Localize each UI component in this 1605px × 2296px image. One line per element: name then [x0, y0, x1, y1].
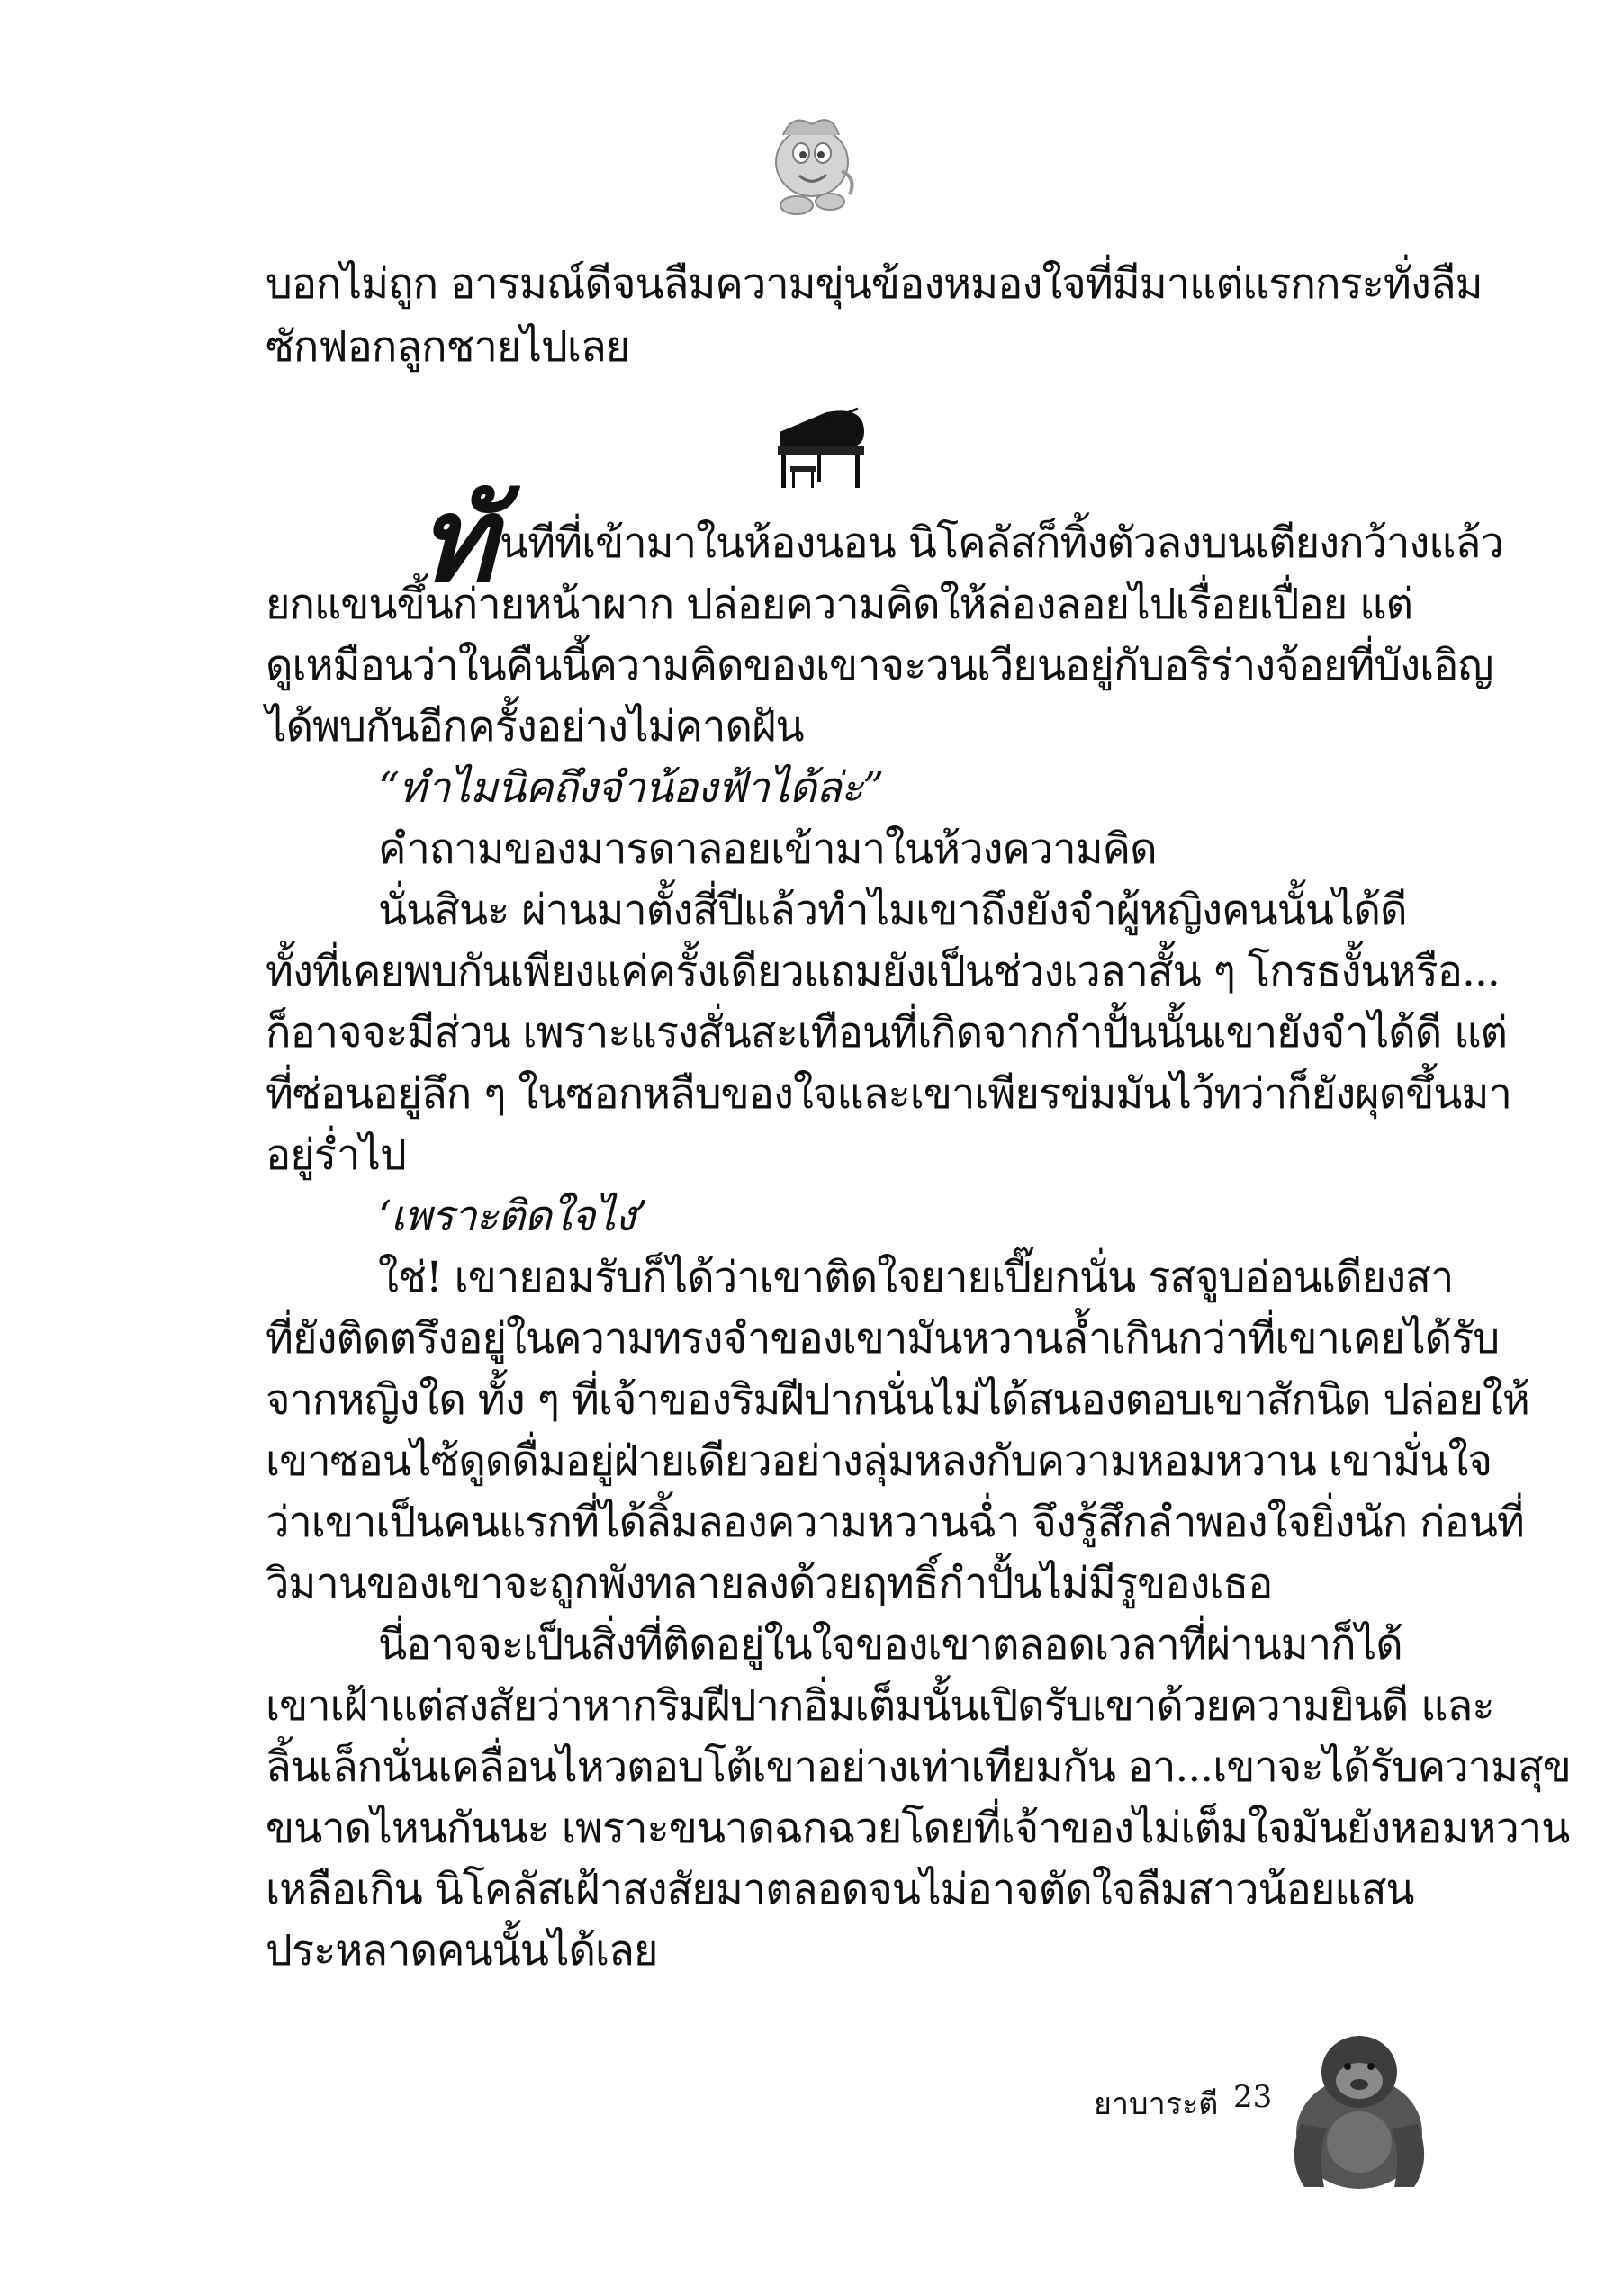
paragraph-line: ที่ซ่อนอยู่ลึก ๆ ในซอกหลืบของใจและเขาเพียรข่มมันไว้ทว่าก็ยังผุดขึ้นมา [266, 1069, 1511, 1119]
paragraph-line: ขนาดไหนกันนะ เพราะขนาดฉกฉวยโดยที่เจ้าของไม่เต็มใจมันยังหอมหวาน [266, 1804, 1570, 1853]
gorilla-icon [1274, 2016, 1445, 2196]
paragraph-line: บอกไม่ถูก อารมณ์ดีจนลืมความขุ่นข้องหมองใจที่มีมาแต่แรกกระทั่งลืม [266, 259, 1483, 309]
paragraph-line: ดูเหมือนว่าในคืนนี้ความคิดของเขาจะวนเวียนอยู่กับอริร่างจ้อยที่บังเอิญ [266, 641, 1493, 690]
paragraph-line: จากหญิงใด ทั้ง ๆ ที่เจ้าของริมฝีปากนั่นไม่ได้สนองตอบเขาสักนิด ปล่อยให้ [266, 1375, 1529, 1425]
paragraph-line: นั่นสินะ ผ่านมาตั้งสี่ปีแล้วทำไมเขาถึงยังจำผู้หญิงคนนั้นได้ดี [378, 886, 1407, 935]
paragraph-line: ได้พบกันอีกครั้งอย่างไม่คาดฝัน [266, 702, 804, 752]
cartoon-character-icon [756, 108, 864, 221]
paragraph-line: วิมานของเขาจะถูกพังทลายลงด้วยฤทธิ์กำปั้นไม่มีรูของเธอ [266, 1559, 1273, 1608]
paragraph-line: ทั้งที่เคยพบกันเพียงแค่ครั้งเดียวแถมยังเป็นช่วงเวลาสั้น ๆ โกรธงั้นหรือ... [266, 947, 1500, 996]
paragraph-line: ก็อาจจะมีส่วน เพราะแรงสั่นสะเทือนที่เกิดจากกำปั้นนั้นเขายังจำได้ดี แต่ [266, 1008, 1508, 1058]
running-footer-title: ยาบาระตี [1094, 2086, 1219, 2122]
drop-cap: ทั [419, 471, 496, 608]
dialogue-line: “ทำไมนิคถึงจำน้องฟ้าได้ล่ะ” [378, 763, 884, 813]
paragraph-line: เขาเฝ้าแต่สงสัยว่าหากริมฝีปากอิ่มเต็มนั้นเปิดรับเขาด้วยความยินดี และ [266, 1681, 1494, 1731]
page-number: 23 [1233, 2079, 1273, 2115]
paragraph-line: ประหลาดคนนั้นได้เลย [266, 1926, 658, 1976]
grand-piano-icon [772, 396, 871, 495]
paragraph-line: ซักฟอกลูกชายไปเลย [266, 322, 630, 372]
paragraph-line: คำถามของมารดาลอยเข้ามาในห้วงความคิด [378, 824, 1157, 874]
dialogue-line: ‘เพราะติดใจไง’ [378, 1192, 647, 1241]
paragraph-line: ยกแขนขึ้นก่ายหน้าผาก ปล่อยความคิดให้ล่องลอยไปเรื่อยเปื่อย แต่ [266, 580, 1413, 629]
paragraph-line: นทีที่เข้ามาในห้องนอน นิโคลัสก็ทิ้งตัวลงบนเตียงกว้างแล้ว [500, 518, 1503, 568]
paragraph-line: อยู่ร่ำไป [266, 1130, 406, 1180]
paragraph-line: ที่ยังติดตรึงอยู่ในความทรงจำของเขามันหวานล้ำเกินกว่าที่เขาเคยได้รับ [266, 1314, 1500, 1364]
paragraph-line: นี่อาจจะเป็นสิ่งที่ติดอยู่ในใจของเขาตลอดเวลาที่ผ่านมาก็ได้ [378, 1620, 1402, 1670]
paragraph-line: เหลือเกิน นิโคลัสเฝ้าสงสัยมาตลอดจนไม่อาจตัดใจลืมสาวน้อยแสน [266, 1865, 1414, 1914]
paragraph-line: ลิ้นเล็กนั่นเคลื่อนไหวตอบโต้เขาอย่างเท่าเทียมกัน อา...เขาจะได้รับความสุข [266, 1742, 1571, 1792]
paragraph-line: ว่าเขาเป็นคนแรกที่ได้ลิ้มลองความหวานฉ่ำ จึงรู้สึกลำพองใจยิ่งนัก ก่อนที่ [266, 1498, 1524, 1547]
paragraph-line: ใช่! เขายอมรับก็ได้ว่าเขาติดใจยายเปี๊ยกนั่น รสจูบอ่อนเดียงสา [378, 1253, 1454, 1302]
paragraph-line: เขาซอนไซ้ดูดดื่มอยู่ฝ่ายเดียวอย่างลุ่มหลงกับความหอมหวาน เขามั่นใจ [266, 1436, 1492, 1486]
